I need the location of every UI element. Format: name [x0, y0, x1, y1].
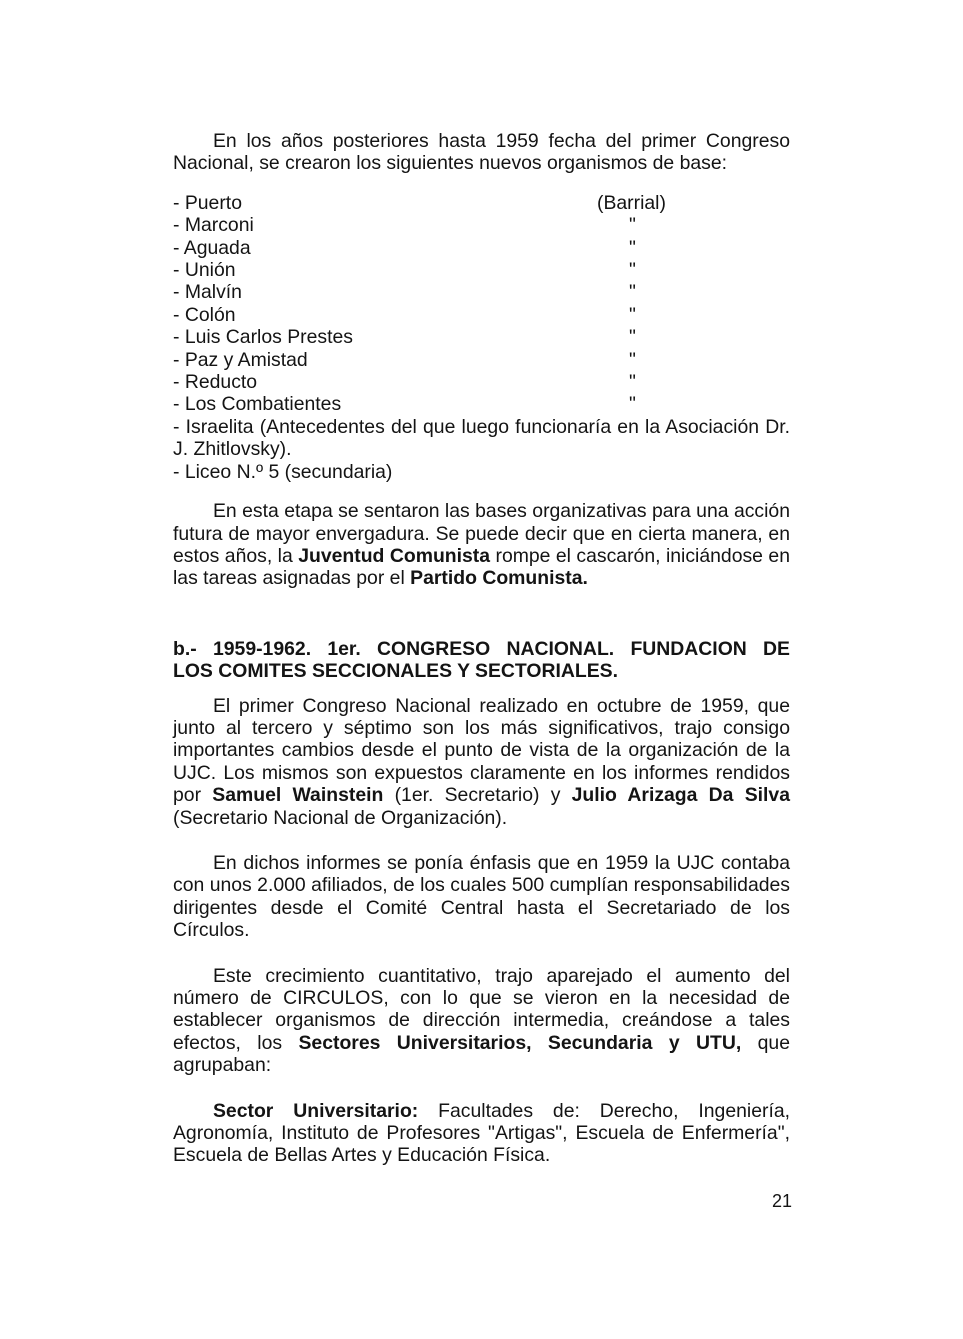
ditto-mark: "	[629, 303, 637, 326]
page-number: 21	[772, 1191, 793, 1211]
section-heading	[173, 638, 790, 683]
ditto-mark: "	[629, 259, 637, 282]
list-item: - Paz y Amistad "	[173, 348, 637, 371]
bold-partido-comunista: Partido Comunista.	[410, 567, 588, 590]
ditto-mark: "	[629, 393, 637, 416]
ditto-mark: "	[629, 214, 637, 237]
paragraph-growth: Este crecimiento cuantitativo, trajo aparejado el aumento del número de CIRCULOS, con lo que se vieron en la necesidad de establecer organismos de dirección intermedia, creándose a tales efectos, los Sectores Universitarios, Secundaria y UTU, que agrupaban:	[173, 964, 790, 1077]
list-item: - Colón "	[173, 303, 637, 326]
ditto-mark: "	[629, 348, 637, 371]
paragraph-congress: El primer Congreso Nacional realizado en octubre de 1959, que junto al tercero y séptimo son los más significativos, trajo consigo importantes cambios desde el punto de vista de la organización de la UJC. Los mismos son expuestos claramente en los informes rendidos por Samuel Wainstein (1er. Secretario) y Julio Arizaga Da Silva (Secretario Nacional de Organización).	[173, 694, 790, 829]
list-item-israelita: - Israelita (Antecedentes del que luego funcionaría en la Asociación Dr. J. Zhitlovsky).	[173, 415, 790, 461]
organisms-list	[173, 192, 790, 483]
ditto-mark: "	[629, 326, 637, 349]
ditto-mark: "	[629, 371, 637, 394]
list-item-liceo: - Liceo N.º 5 (secundaria)	[173, 460, 393, 483]
bold-sectores: Sectores Universitarios, Secundaria y UTU,	[298, 1031, 742, 1054]
paragraph-sector-universitario: Sector Universitario: Facultades de: Derecho, Ingeniería, Agronomía, Instituto de Profesores "Artigas", Escuela de Enfermería", Escuela de Bellas Artes y Educación Física.	[173, 1099, 790, 1167]
bold-julio-arizaga: Julio Arizaga Da Silva	[571, 784, 790, 807]
bold-juventud-comunista: Juventud Comunista	[298, 544, 491, 567]
list-item: - Aguada "	[173, 236, 637, 259]
list-item: - Reducto "	[173, 371, 637, 394]
paragraph-reports: En dichos informes se ponía énfasis que en 1959 la UJC contaba con unos 2.000 afiliados, de los cuales 500 cumplían responsabilidades dirigentes desde el Comité Central hasta el Secretariado de los Círculos.	[173, 851, 790, 942]
list-item: - Unión "	[173, 259, 637, 282]
bold-samuel-wainstein: Samuel Wainstein	[212, 784, 384, 807]
bold-sector-universitario: Sector Universitario:	[213, 1099, 419, 1122]
list-item: - Marconi "	[173, 214, 637, 237]
list-item: - Malvín "	[173, 281, 637, 304]
ditto-mark: "	[629, 281, 637, 304]
list-item-type: (Barrial)	[597, 191, 666, 214]
intro-paragraph: En los años posteriores hasta 1959 fecha del primer Congreso Nacional, se crearon los siguientes nuevos organismos de base:	[173, 130, 790, 175]
list-item: - Los Combatientes "	[173, 393, 637, 416]
ditto-mark: "	[629, 236, 637, 259]
section-heading-line1: b.- 1959-1962. 1er. CONGRESO NACIONAL. FUNDACION DE	[173, 637, 790, 660]
paragraph-stage: En esta etapa se sentaron las bases organizativas para una acción futura de mayor envergadura. Se puede decir que en cierta manera, en estos años, la Juventud Comunista rompe el cascarón, iniciándose en las tareas asignadas por el Partido Comunista.	[173, 500, 790, 590]
list-item: - Puerto (Barrial)	[173, 191, 666, 214]
page-body	[173, 130, 790, 1167]
section-heading-line2: LOS COMITES SECCIONALES Y SECTORIALES.	[173, 660, 618, 683]
list-item: - Luis Carlos Prestes "	[173, 326, 637, 349]
